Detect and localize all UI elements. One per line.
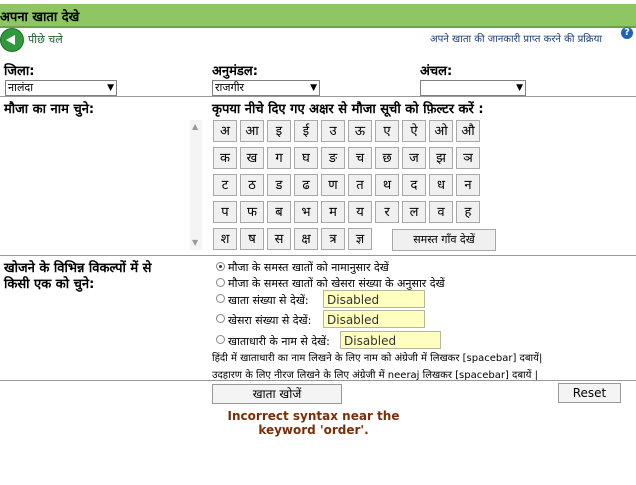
khata-number-input[interactable]: Disabled: [323, 290, 425, 308]
error-line-2: keyword 'order'.: [258, 423, 369, 437]
letter-key[interactable]: उ: [321, 120, 345, 142]
search-options-label-1: खोजने के विभिन्न विकल्पों में से: [4, 261, 152, 276]
district-label: जिला:: [4, 64, 35, 79]
letter-key[interactable]: ज: [402, 147, 426, 169]
district-select[interactable]: [5, 80, 117, 96]
letter-key[interactable]: व: [429, 201, 453, 223]
letter-key[interactable]: ड: [267, 174, 291, 196]
letter-key[interactable]: औ: [456, 120, 480, 142]
scroll-up-icon[interactable]: ▲: [192, 122, 199, 131]
letter-key[interactable]: ई: [294, 120, 318, 142]
letter-key[interactable]: घ: [294, 147, 318, 169]
letter-key[interactable]: भ: [294, 201, 318, 223]
option-by-name-label: मौजा के समस्त खातों को नामानुसार देखें: [228, 261, 389, 274]
letter-key[interactable]: ब: [267, 201, 291, 223]
letter-key[interactable]: र: [375, 201, 399, 223]
letter-key[interactable]: ऐ: [402, 120, 426, 142]
letter-key[interactable]: ऊ: [348, 120, 372, 142]
letter-key[interactable]: प: [213, 201, 237, 223]
letter-key[interactable]: य: [348, 201, 372, 223]
radio-by-khesra-number[interactable]: [216, 314, 225, 323]
letter-key[interactable]: अ: [213, 120, 237, 142]
scroll-down-icon[interactable]: ▼: [192, 238, 199, 247]
divider: [0, 255, 636, 256]
radio-by-khata-number[interactable]: [216, 294, 225, 303]
letter-key[interactable]: छ: [375, 147, 399, 169]
owner-name-input[interactable]: Disabled: [340, 331, 441, 349]
letter-key[interactable]: ङ: [321, 147, 345, 169]
letter-key[interactable]: ल: [402, 201, 426, 223]
option-by-khesra-label: मौजा के समस्त खातों को खेसरा संख्या के अनुसार देखें: [228, 277, 445, 290]
chevron-down-icon: ▼: [310, 83, 317, 93]
letter-key[interactable]: थ: [375, 174, 399, 196]
subdivision-select[interactable]: [212, 80, 320, 96]
letter-key[interactable]: त्र: [321, 228, 345, 250]
back-label[interactable]: पीछे चले: [28, 33, 63, 46]
letter-key[interactable]: ण: [321, 174, 345, 196]
mauza-label: मौजा का नाम चुने:: [4, 102, 95, 117]
letter-key[interactable]: ध: [429, 174, 453, 196]
district-selected-value: नालंदा: [8, 81, 34, 94]
filter-instruction: कृपया नीचे दिए गए अक्षर से मौजा सूची को फ़िल्टर करें :: [212, 102, 484, 117]
letter-key[interactable]: इ: [267, 120, 291, 142]
khesra-number-input[interactable]: Disabled: [323, 310, 425, 328]
option-by-khata-number-label: खाता संख्या से देखें:: [228, 294, 309, 307]
search-options-label-2: किसी एक को चुने:: [4, 277, 95, 292]
question-icon[interactable]: ?: [621, 27, 633, 39]
letter-key[interactable]: ख: [240, 147, 264, 169]
letter-key[interactable]: फ: [240, 201, 264, 223]
letter-key[interactable]: द: [402, 174, 426, 196]
hindi-typing-note: हिंदी में खाताधारी का नाम लिखने के लिए नाम को अंग्रेजी में लिखकर [spacebar] दबायें|: [212, 353, 543, 364]
letter-key[interactable]: ष: [240, 228, 264, 250]
error-message: [216, 409, 411, 437]
option-by-khesra-number-label: खेसरा संख्या से देखें:: [228, 314, 312, 327]
chevron-down-icon: ▼: [516, 83, 523, 93]
letter-key[interactable]: क्ष: [294, 228, 318, 250]
search-khata-button[interactable]: खाता खोजें: [212, 384, 342, 404]
letter-key[interactable]: च: [348, 147, 372, 169]
letter-key[interactable]: ठ: [240, 174, 264, 196]
letter-key[interactable]: ढ: [294, 174, 318, 196]
subdivision-selected-value: राजगीर: [215, 81, 245, 94]
radio-by-owner-name[interactable]: [216, 335, 225, 344]
letter-key[interactable]: ञ: [456, 147, 480, 169]
letter-key[interactable]: ज्ञ: [348, 228, 372, 250]
letter-key[interactable]: स: [267, 228, 291, 250]
letter-key[interactable]: झ: [429, 147, 453, 169]
hindi-typing-example: उदहारण के लिए नीरज लिखने के लिए अंग्रेजी में neeraj लिखकर [spacebar] दबायें |: [212, 370, 538, 381]
letter-key[interactable]: क: [213, 147, 237, 169]
mauza-list-scrollbar[interactable]: [190, 120, 202, 250]
page-header: [0, 4, 636, 28]
circle-label: अंचल:: [420, 64, 453, 79]
divider: [0, 380, 636, 381]
letter-key[interactable]: म: [321, 201, 345, 223]
letter-key[interactable]: न: [456, 174, 480, 196]
page-title: अपना खाता देखे: [0, 10, 80, 25]
letter-key[interactable]: त: [348, 174, 372, 196]
letter-key[interactable]: आ: [240, 120, 264, 142]
letter-key[interactable]: ग: [267, 147, 291, 169]
subdivision-label: अनुमंडल:: [212, 64, 258, 79]
letter-key[interactable]: श: [213, 228, 237, 250]
circle-select[interactable]: [420, 80, 526, 96]
back-arrow-icon[interactable]: [0, 28, 24, 52]
divider: [0, 96, 636, 97]
letter-key[interactable]: ओ: [429, 120, 453, 142]
option-by-owner-name-label: खाताधारी के नाम से देखें:: [228, 335, 330, 348]
reset-button[interactable]: Reset: [558, 383, 621, 403]
radio-by-khesra[interactable]: [216, 278, 225, 287]
letter-key[interactable]: ट: [213, 174, 237, 196]
all-villages-button[interactable]: समस्त गाँव देखें: [392, 229, 496, 251]
chevron-down-icon: ▼: [107, 83, 114, 93]
error-line-1: Incorrect syntax near the: [227, 409, 400, 423]
help-link[interactable]: अपने खाता की जानकारी प्राप्त करने की प्रक्रिया: [430, 34, 602, 45]
radio-by-name[interactable]: [216, 262, 225, 271]
letter-key[interactable]: ह: [456, 201, 480, 223]
letter-key[interactable]: ए: [375, 120, 399, 142]
